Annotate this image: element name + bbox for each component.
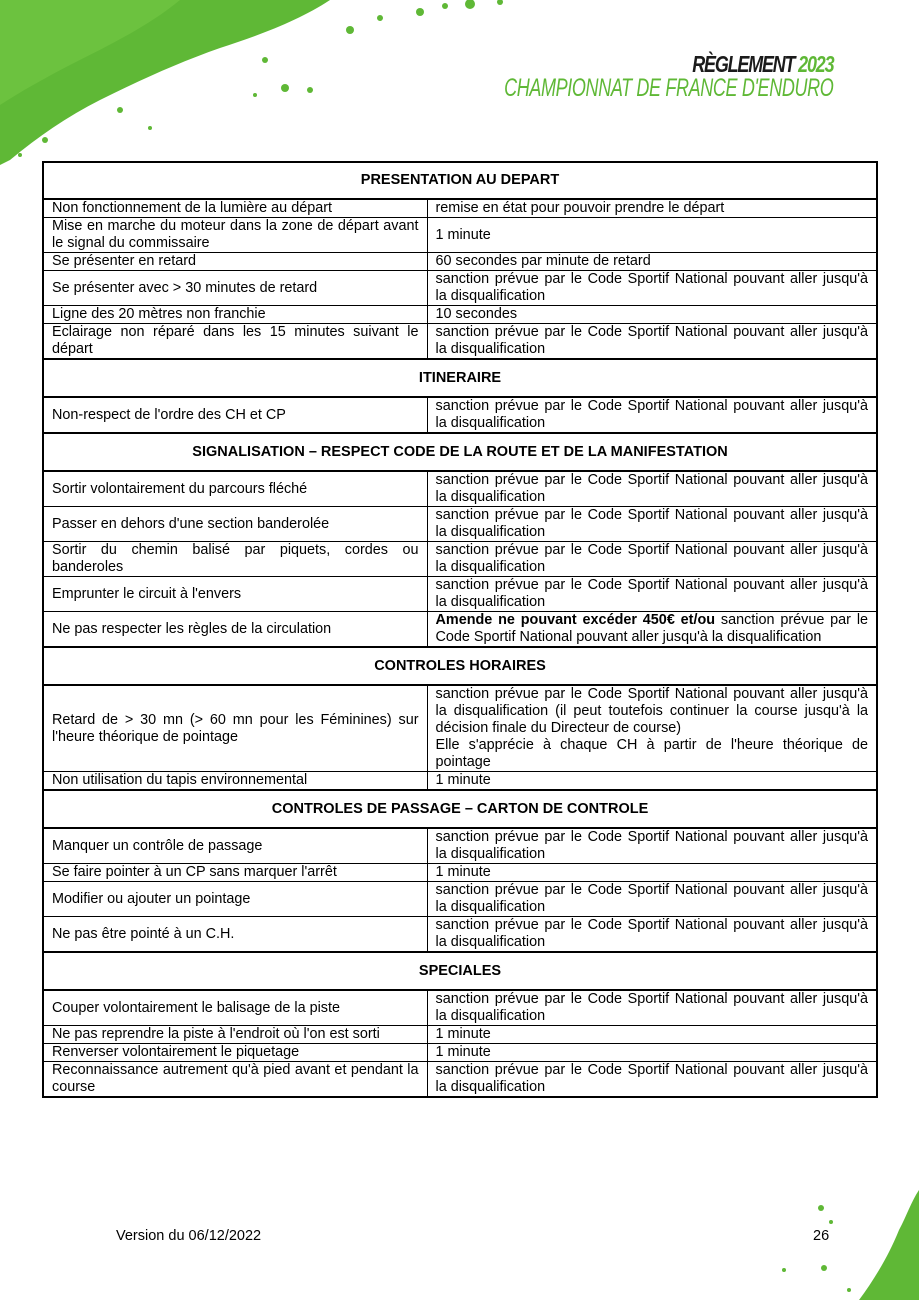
sanction-cell — [427, 1026, 877, 1044]
infraction-cell: Mise en marche du moteur dans la zone de départ avant le signal du commissaire — [43, 218, 427, 253]
section-header-row — [43, 162, 877, 199]
sanction-text: sanction prévue par le Code Sportif National pouvant aller jusqu'à la disqualification — [435, 472, 869, 505]
sanction-text: 1 minute — [435, 864, 491, 880]
sanction-text: 1 minute — [435, 226, 491, 243]
section-title: CONTROLES DE PASSAGE – CARTON DE CONTROLE — [43, 790, 877, 828]
infraction-cell: Reconnaissance autrement qu'à pied avant et pendant la course — [43, 1062, 427, 1098]
table-row — [43, 577, 877, 612]
table-row — [43, 917, 877, 953]
table-row — [43, 864, 877, 882]
infraction-cell: Ne pas être pointé à un C.H. — [43, 917, 427, 953]
sanction-cell — [427, 199, 877, 218]
document-header — [376, 52, 833, 101]
table-row — [43, 218, 877, 253]
sanction-text: 60 secondes par minute de retard — [435, 253, 651, 269]
infraction-cell: Ne pas respecter les règles de la circulation — [43, 612, 427, 648]
table-row — [43, 471, 877, 507]
sanction-text: 1 minute — [435, 772, 491, 788]
sanction-text: remise en état pour pouvoir prendre le départ — [435, 200, 725, 216]
sanction-cell — [427, 612, 877, 648]
table-row — [43, 306, 877, 324]
infraction-cell: Emprunter le circuit à l'envers — [43, 577, 427, 612]
infraction-cell: Se présenter en retard — [43, 253, 427, 271]
section-title: CONTROLES HORAIRES — [43, 647, 877, 685]
sanction-cell — [427, 917, 877, 953]
infraction-cell: Non-respect de l'ordre des CH et CP — [43, 397, 427, 433]
sanction-text: sanction prévue par le Code Sportif National pouvant aller jusqu'à la disqualification — [435, 991, 869, 1024]
table-row — [43, 271, 877, 306]
green-splash-decoration-bottom — [759, 1190, 919, 1300]
infraction-cell: Non utilisation du tapis environnemental — [43, 772, 427, 791]
table-row — [43, 1044, 877, 1062]
sanction-text: 10 secondes — [435, 306, 518, 322]
sanction-cell — [427, 685, 877, 772]
sanction-cell — [427, 1062, 877, 1098]
sanction-text: sanction prévue par le Code Sportif National pouvant aller jusqu'à la disqualification — [435, 398, 869, 431]
sanction-text: sanction prévue par le Code Sportif National pouvant aller jusqu'à la disqualification — [435, 1062, 869, 1095]
fine-amount-text: Amende ne pouvant excéder 450€ et/ou — [435, 612, 716, 628]
table-row — [43, 685, 877, 772]
section-title: SIGNALISATION – RESPECT CODE DE LA ROUTE ET DE LA MANIFESTATION — [43, 433, 877, 471]
sanction-cell — [427, 253, 877, 271]
regulation-title: RÈGLEMENT 2023 — [691, 51, 833, 77]
sanction-cell — [427, 507, 877, 542]
sanction-cell — [427, 772, 877, 791]
infraction-cell: Manquer un contrôle de passage — [43, 828, 427, 864]
sanction-text: 1 minute — [435, 1026, 491, 1042]
section-header-row — [43, 359, 877, 397]
table-row — [43, 1062, 877, 1098]
sanction-text: sanction prévue par le Code Sportif National pouvant aller jusqu'à la disqualification — [435, 577, 869, 610]
sanction-cell — [427, 306, 877, 324]
page-number: 26 — [813, 1228, 830, 1244]
sanction-cell — [427, 864, 877, 882]
sanction-cell — [427, 882, 877, 917]
section-header-row — [43, 790, 877, 828]
sanction-text: sanction prévue par le Code Sportif National pouvant aller jusqu'à la disqualification — [435, 612, 869, 645]
sanction-cell — [427, 271, 877, 306]
sanction-cell — [427, 828, 877, 864]
table-row — [43, 772, 877, 791]
version-date: Version du 06/12/2022 — [116, 1228, 262, 1244]
sanction-text: sanction prévue par le Code Sportif National pouvant aller jusqu'à la disqualification — [435, 882, 869, 915]
table-row — [43, 882, 877, 917]
section-header-row — [43, 647, 877, 685]
sanction-text: 1 minute — [435, 1044, 491, 1060]
sanction-cell — [427, 471, 877, 507]
table-row — [43, 199, 877, 218]
section-title: PRESENTATION AU DEPART — [43, 162, 877, 199]
infraction-cell: Modifier ou ajouter un pointage — [43, 882, 427, 917]
table-row — [43, 507, 877, 542]
championship-subtitle: CHAMPIONNAT DE FRANCE D'ENDURO — [503, 74, 833, 102]
sanction-text: sanction prévue par le Code Sportif National pouvant aller jusqu'à la disqualification — [435, 507, 869, 540]
sanction-cell — [427, 1044, 877, 1062]
table-row — [43, 1026, 877, 1044]
table-row — [43, 253, 877, 271]
sanction-text: sanction prévue par le Code Sportif National pouvant aller jusqu'à la disqualification — [435, 917, 869, 950]
infraction-cell: Renverser volontairement le piquetage — [43, 1044, 427, 1062]
sanction-text: sanction prévue par le Code Sportif National pouvant aller jusqu'à la disqualification — [435, 829, 869, 862]
table-row — [43, 324, 877, 360]
section-title: SPECIALES — [43, 952, 877, 990]
sanction-text: sanction prévue par le Code Sportif National pouvant aller jusqu'à la disqualification (il peut toutefois continuer la course jusqu'à la décision finale du Directeur de course) — [435, 686, 869, 736]
section-header-row — [43, 952, 877, 990]
table-row — [43, 990, 877, 1026]
infraction-cell: Sortir du chemin balisé par piquets, cordes ou banderoles — [43, 542, 427, 577]
sanctions-table — [42, 161, 878, 1098]
sanction-cell — [427, 397, 877, 433]
sanction-text: sanction prévue par le Code Sportif National pouvant aller jusqu'à la disqualification — [435, 324, 869, 357]
sanction-text: sanction prévue par le Code Sportif National pouvant aller jusqu'à la disqualification — [435, 271, 869, 304]
section-header-row — [43, 433, 877, 471]
sanction-note: Elle s'apprécie à chaque CH à partir de l'heure théorique de pointage — [435, 737, 869, 770]
section-title: ITINERAIRE — [43, 359, 877, 397]
infraction-cell: Se présenter avec > 30 minutes de retard — [43, 271, 427, 306]
infraction-cell: Sortir volontairement du parcours fléché — [43, 471, 427, 507]
infraction-cell: Eclairage non réparé dans les 15 minutes suivant le départ — [43, 324, 427, 360]
sanction-cell — [427, 324, 877, 360]
table-row — [43, 828, 877, 864]
table-row — [43, 542, 877, 577]
sanction-cell — [427, 542, 877, 577]
infraction-cell: Retard de > 30 mn (> 60 mn pour les Féminines) sur l'heure théorique de pointage — [43, 685, 427, 772]
sanction-cell — [427, 990, 877, 1026]
sanction-cell — [427, 218, 877, 253]
infraction-cell: Ne pas reprendre la piste à l'endroit où l'on est sorti — [43, 1026, 427, 1044]
infraction-cell: Couper volontairement le balisage de la piste — [43, 990, 427, 1026]
infraction-cell: Ligne des 20 mètres non franchie — [43, 306, 427, 324]
table-row — [43, 397, 877, 433]
infraction-cell: Non fonctionnement de la lumière au départ — [43, 199, 427, 218]
sanction-cell — [427, 577, 877, 612]
sanction-text: sanction prévue par le Code Sportif National pouvant aller jusqu'à la disqualification — [435, 542, 869, 575]
table-row — [43, 612, 877, 648]
infraction-cell: Passer en dehors d'une section banderolée — [43, 507, 427, 542]
infraction-cell: Se faire pointer à un CP sans marquer l'arrêt — [43, 864, 427, 882]
